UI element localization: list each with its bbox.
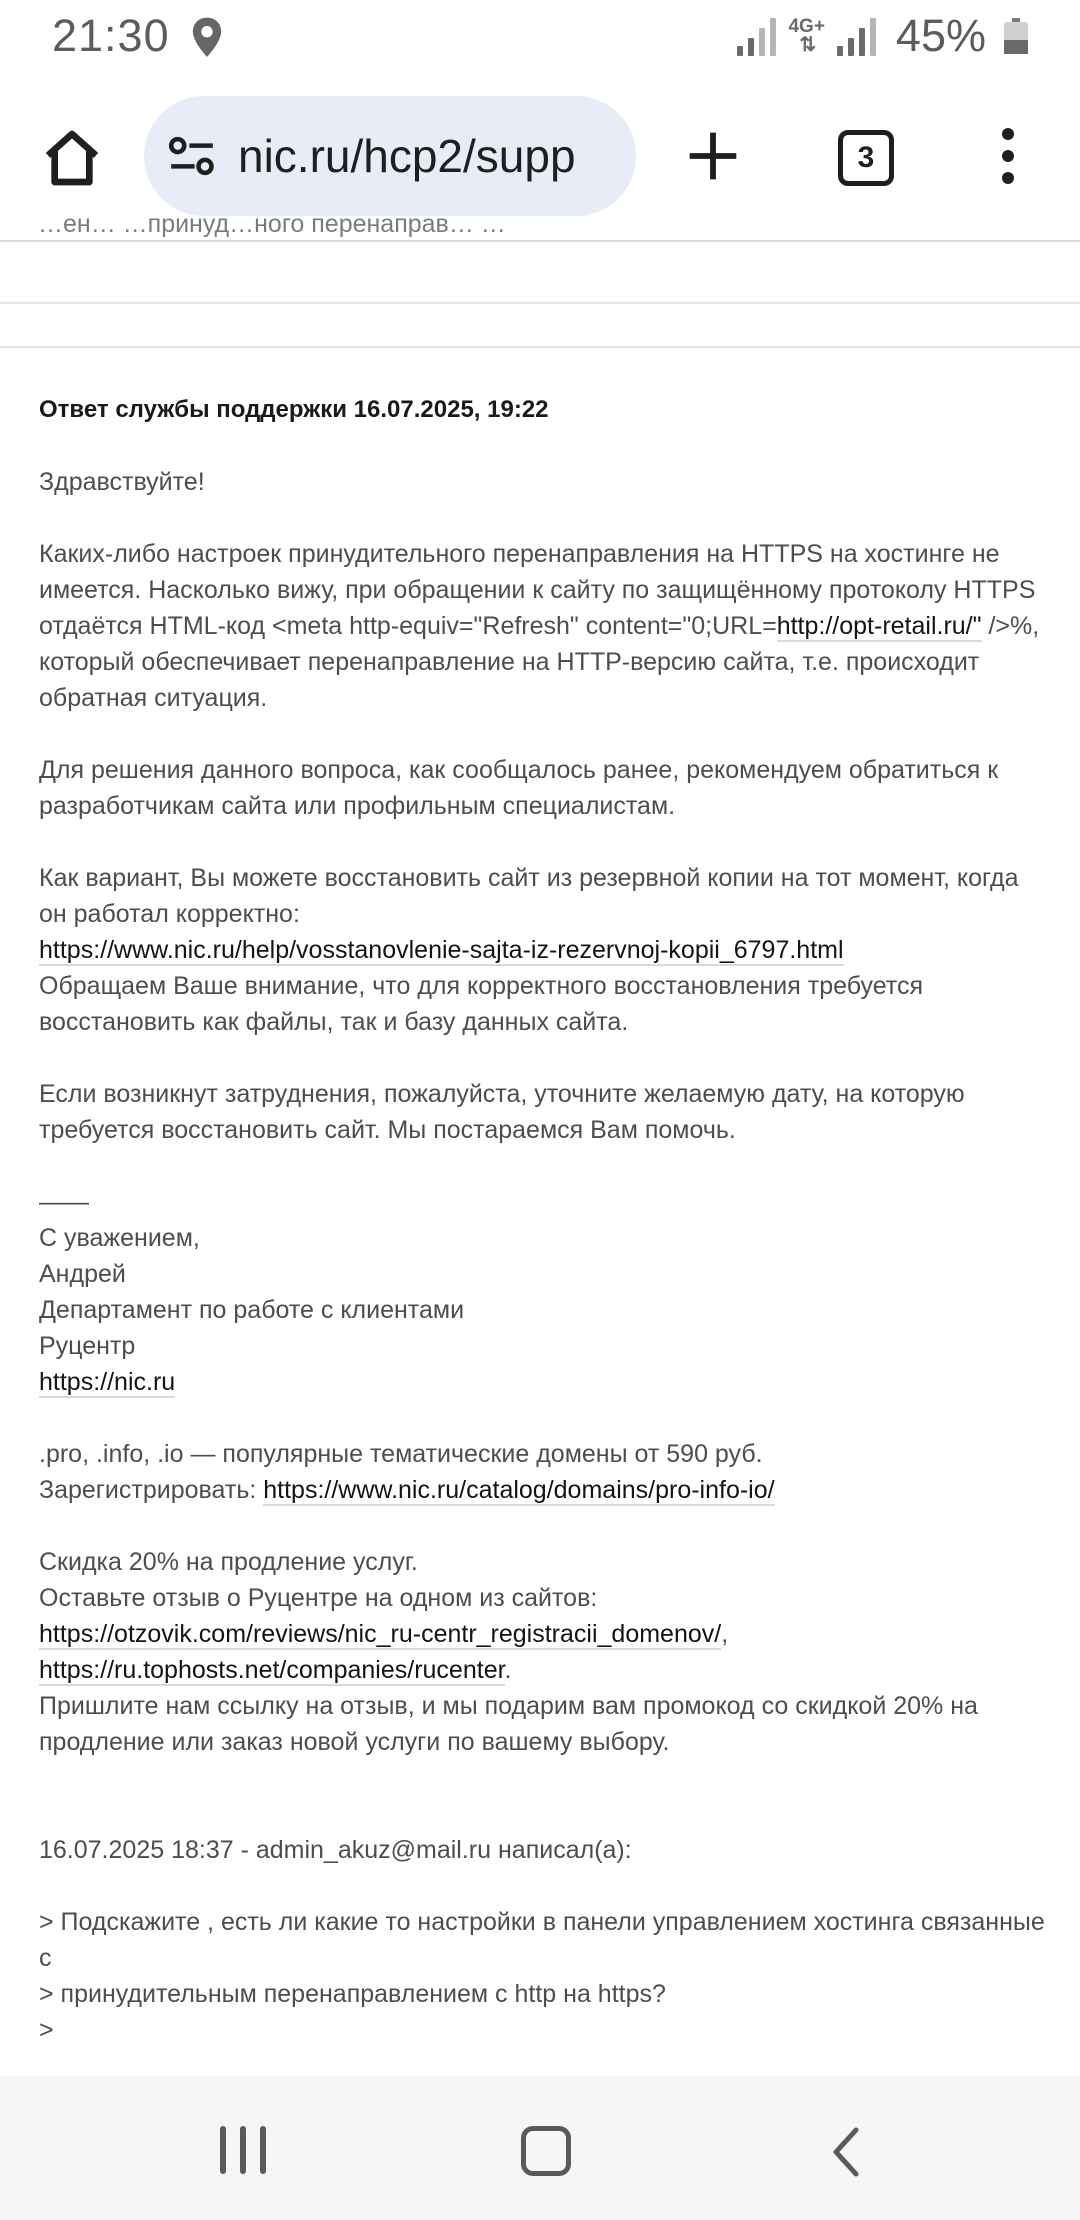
paragraph-text: Как вариант, Вы можете восстановить сайт из резервной копии на тот момент, когда он работал корректно: — [39, 864, 1019, 928]
system-nav-bar — [0, 2076, 1080, 2220]
promo-text: Оставьте отзыв о Руцентре на одном из сайтов: — [39, 1584, 598, 1612]
sig-dash: —— — [39, 1188, 89, 1216]
network-label: 4G+ — [788, 16, 825, 37]
punct: . — [504, 1656, 512, 1684]
paragraph-https — [39, 536, 1049, 716]
paragraph-text: />%, который обеспечивает перенаправление на HTTP-версию сайта, т.е. происходит обратная ситуация. — [39, 612, 1040, 712]
quoted-message — [39, 1904, 1049, 2048]
battery-icon — [1004, 18, 1028, 54]
support-reply — [39, 392, 1049, 2048]
promo-domains — [39, 1436, 1049, 1508]
greeting: Здравствуйте! — [39, 468, 205, 496]
signal-icon-2 — [837, 16, 876, 56]
promo-text: Пришлите нам ссылку на отзыв, и мы подарим вам промокод со скидкой 20% на продление или заказ новой услуги по вашему выбору. — [39, 1692, 978, 1756]
promo-text: Скидка 20% на продление услуг. — [39, 1548, 418, 1576]
home-icon[interactable] — [40, 126, 104, 190]
link-nic-ru[interactable]: https://nic.ru — [39, 1368, 176, 1396]
sig-name: Андрей — [39, 1260, 126, 1288]
paragraph-restore — [39, 860, 1049, 1040]
quote-header: 16.07.2025 18:37 - admin_akuz@mail.ru написал(а): — [39, 1836, 632, 1864]
sig-company: Руцентр — [39, 1332, 136, 1360]
address-bar[interactable] — [144, 96, 636, 216]
more-menu-icon[interactable] — [996, 128, 1020, 188]
link-domains-catalog[interactable]: https://www.nic.ru/catalog/domains/pro-info-io/ — [263, 1476, 775, 1504]
paragraph-date: Если возникнут затруднения, пожалуйста, уточните желаемую дату, на которую требуется восстановить сайт. Мы постараемся Вам помочь. — [39, 1080, 965, 1144]
divider — [0, 346, 1080, 348]
site-settings-icon[interactable] — [166, 130, 218, 182]
page-content — [0, 210, 1080, 2076]
status-time: 21:30 — [52, 10, 170, 61]
url-text: nic.ru/hcp2/supp — [238, 130, 576, 182]
back-icon[interactable] — [826, 2124, 866, 2180]
link-restore-help[interactable]: https://www.nic.ru/help/vosstanovlenie-sajta-iz-rezervnoj-kopii_6797.html — [39, 936, 844, 964]
sig-regards: С уважением, — [39, 1224, 200, 1252]
clipped-text: …ен… …принуд…ного перенаправ… … — [38, 210, 506, 238]
promo-text: .pro, .info, .io — популярные тематические домены от 590 руб. — [39, 1440, 763, 1468]
tab-switcher-button[interactable]: 3 — [838, 130, 894, 186]
sig-dept: Департамент по работе с клиентами — [39, 1296, 465, 1324]
paragraph-text: Каких-либо настроек принудительного перенаправления на HTTPS на хостинге не имеется. Насколько вижу, при обращении к сайту по защищённому протоколу HTTPS отдаётся HTML-код <meta http-equiv="Refresh" content="0;URL= — [39, 540, 1036, 640]
link-otzovik[interactable]: https://otzovik.com/reviews/nic_ru-centr_registracii_domenov/ — [39, 1620, 722, 1648]
link-tophosts[interactable]: https://ru.tophosts.net/companies/rucenter — [39, 1656, 505, 1684]
quote-line: > — [39, 2016, 54, 2044]
location-icon — [188, 16, 226, 60]
status-bar — [0, 0, 1080, 76]
paragraph-text: Обращаем Ваше внимание, что для корректного восстановления требуется восстановить как файлы, так и базу данных сайта. — [39, 972, 923, 1036]
quote-line: > Подскажите , есть ли какие то настройки в панели управлением хостинга связанные с — [39, 1908, 1045, 1972]
battery-percent: 45% — [895, 10, 986, 61]
status-indicators — [737, 10, 1028, 62]
promo-review — [39, 1544, 1049, 1760]
signature — [39, 1184, 1049, 1400]
link-opt-retail[interactable]: http://opt-retail.ru/" — [776, 612, 982, 640]
quote-line: > принудительным перенаправлением с http на https? — [39, 1980, 666, 2008]
signal-icon — [737, 16, 776, 56]
recents-icon[interactable] — [220, 2126, 266, 2174]
divider — [0, 302, 1080, 304]
network-type — [788, 18, 824, 54]
data-arrows-icon: ⇅ — [799, 34, 815, 56]
new-tab-icon[interactable] — [685, 128, 741, 184]
punct: , — [721, 1620, 729, 1648]
promo-text: Зарегистрировать: — [39, 1476, 264, 1504]
home-nav-icon[interactable] — [521, 2126, 571, 2176]
reply-header: Ответ службы поддержки 16.07.2025, 19:22 — [39, 396, 549, 423]
paragraph-recommendation: Для решения данного вопроса, как сообщалось ранее, рекомендуем обратиться к разработчикам сайта или профильным специалистам. — [39, 756, 999, 820]
